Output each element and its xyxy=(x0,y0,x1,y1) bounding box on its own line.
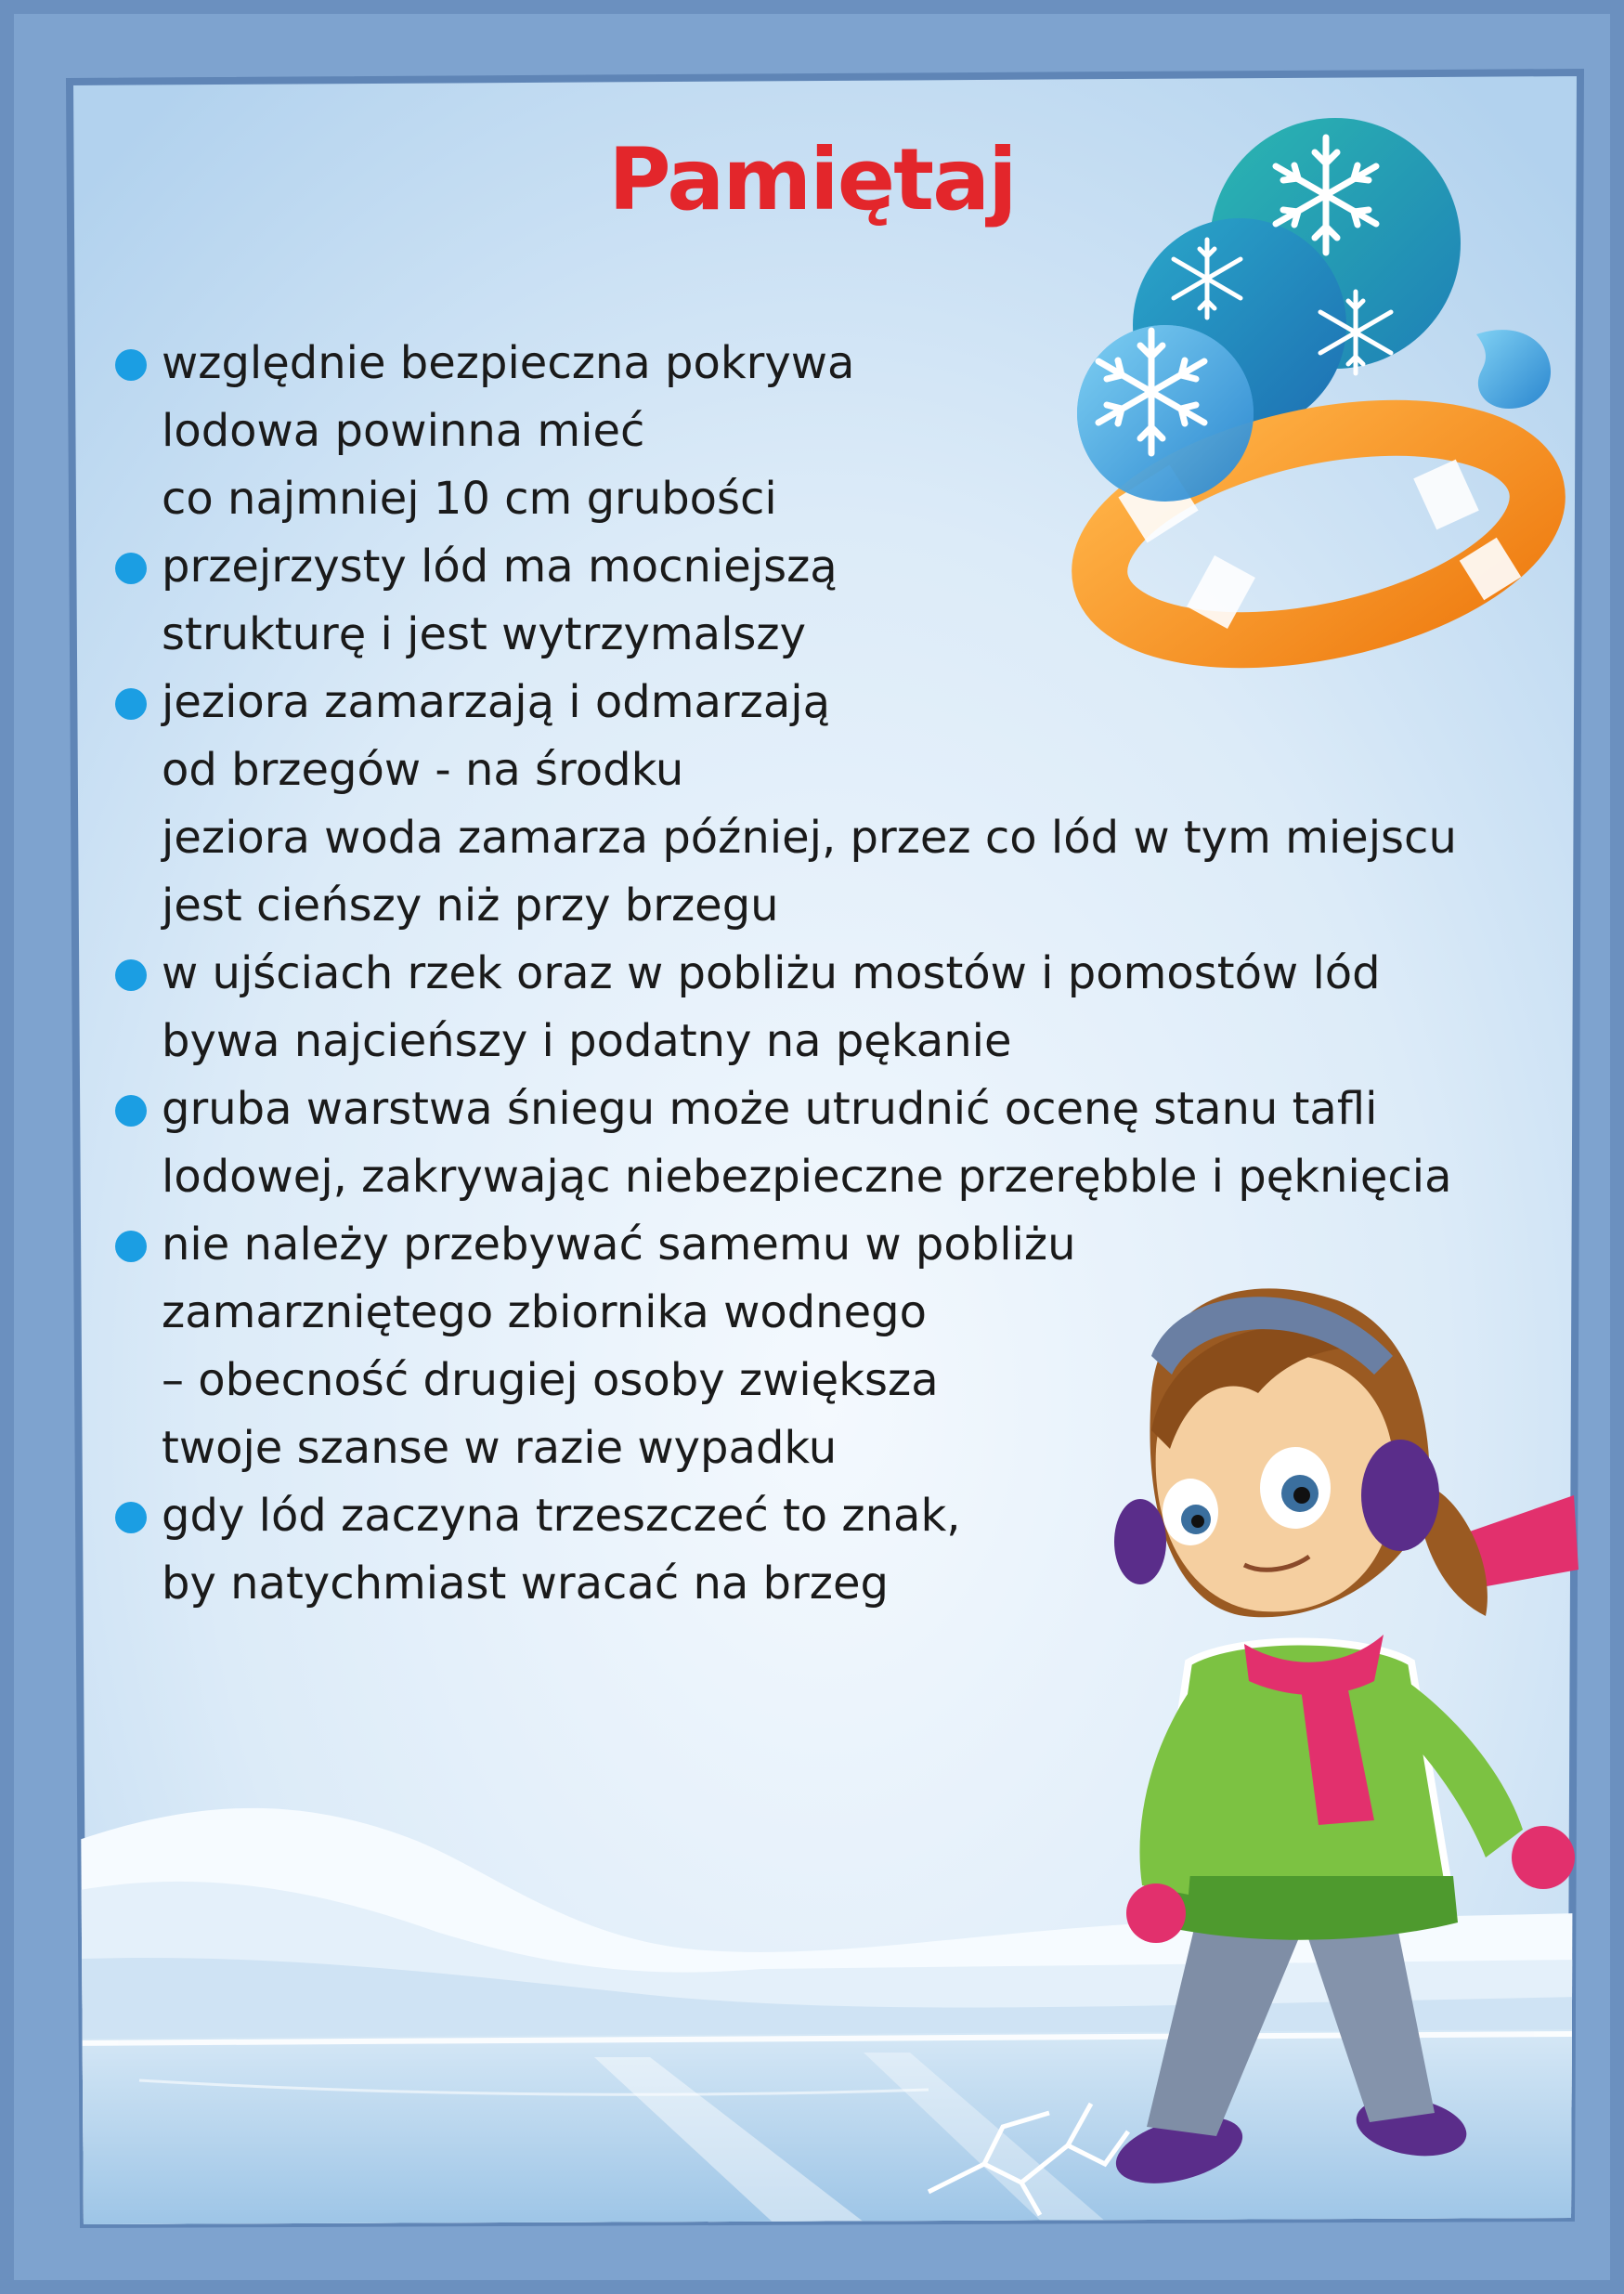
tip-line: gdy lód zaczyna trzeszczeć to znak, xyxy=(162,1490,961,1542)
tip-line: gruba warstwa śniegu może utrudnić ocenę stanu tafli xyxy=(162,1083,1378,1135)
list-item xyxy=(111,533,1560,669)
tip-line: w ujściach rzek oraz w pobliżu mostów i pomostów lód xyxy=(162,947,1381,999)
tip-line: przejrzysty lód ma mocniejszą xyxy=(162,541,838,593)
tip-line: jeziora zamarzają i odmarzają xyxy=(162,676,830,728)
tip-line: jest cieńszy niż przy brzegu xyxy=(162,880,779,932)
tips-list xyxy=(111,330,1560,1618)
bullet-icon xyxy=(115,349,147,381)
tip-line: by natychmiast wracać na brzeg xyxy=(162,1558,889,1610)
list-item xyxy=(111,669,1560,940)
tip-line: nie należy przebywać samemu w pobliżu xyxy=(162,1219,1076,1271)
list-item xyxy=(111,940,1560,1075)
tip-line: jeziora woda zamarza później, przez co lód w tym miejscu xyxy=(162,812,1457,864)
list-item xyxy=(111,1211,1560,1482)
tip-line: lodowa powinna mieć xyxy=(162,405,645,457)
bullet-icon xyxy=(115,553,147,584)
bullet-icon xyxy=(115,959,147,991)
bullet-icon xyxy=(115,1095,147,1127)
list-item xyxy=(111,330,1560,533)
tip-line: strukturę i jest wytrzymalszy xyxy=(162,608,807,660)
bullet-icon xyxy=(115,1502,147,1533)
tip-line: – obecność drugiej osoby zwiększa xyxy=(162,1354,939,1406)
tip-line: twoje szanse w razie wypadku xyxy=(162,1422,838,1474)
tip-line: bywa najcieńszy i podatny na pękanie xyxy=(162,1015,1012,1067)
tip-line: zamarzniętego zbiornika wodnego xyxy=(162,1286,927,1338)
bullet-icon xyxy=(115,1231,147,1262)
tip-line: względnie bezpieczna pokrywa xyxy=(162,337,855,389)
tip-line: od brzegów - na środku xyxy=(162,744,684,796)
bullet-icon xyxy=(115,688,147,720)
tip-line: co najmniej 10 cm grubości xyxy=(162,473,777,525)
tip-line: lodowej, zakrywając niebezpieczne przerębble i pęknięcia xyxy=(162,1151,1452,1203)
list-item xyxy=(111,1075,1560,1211)
list-item xyxy=(111,1482,1560,1618)
page-title: Pamiętaj xyxy=(608,130,1016,229)
